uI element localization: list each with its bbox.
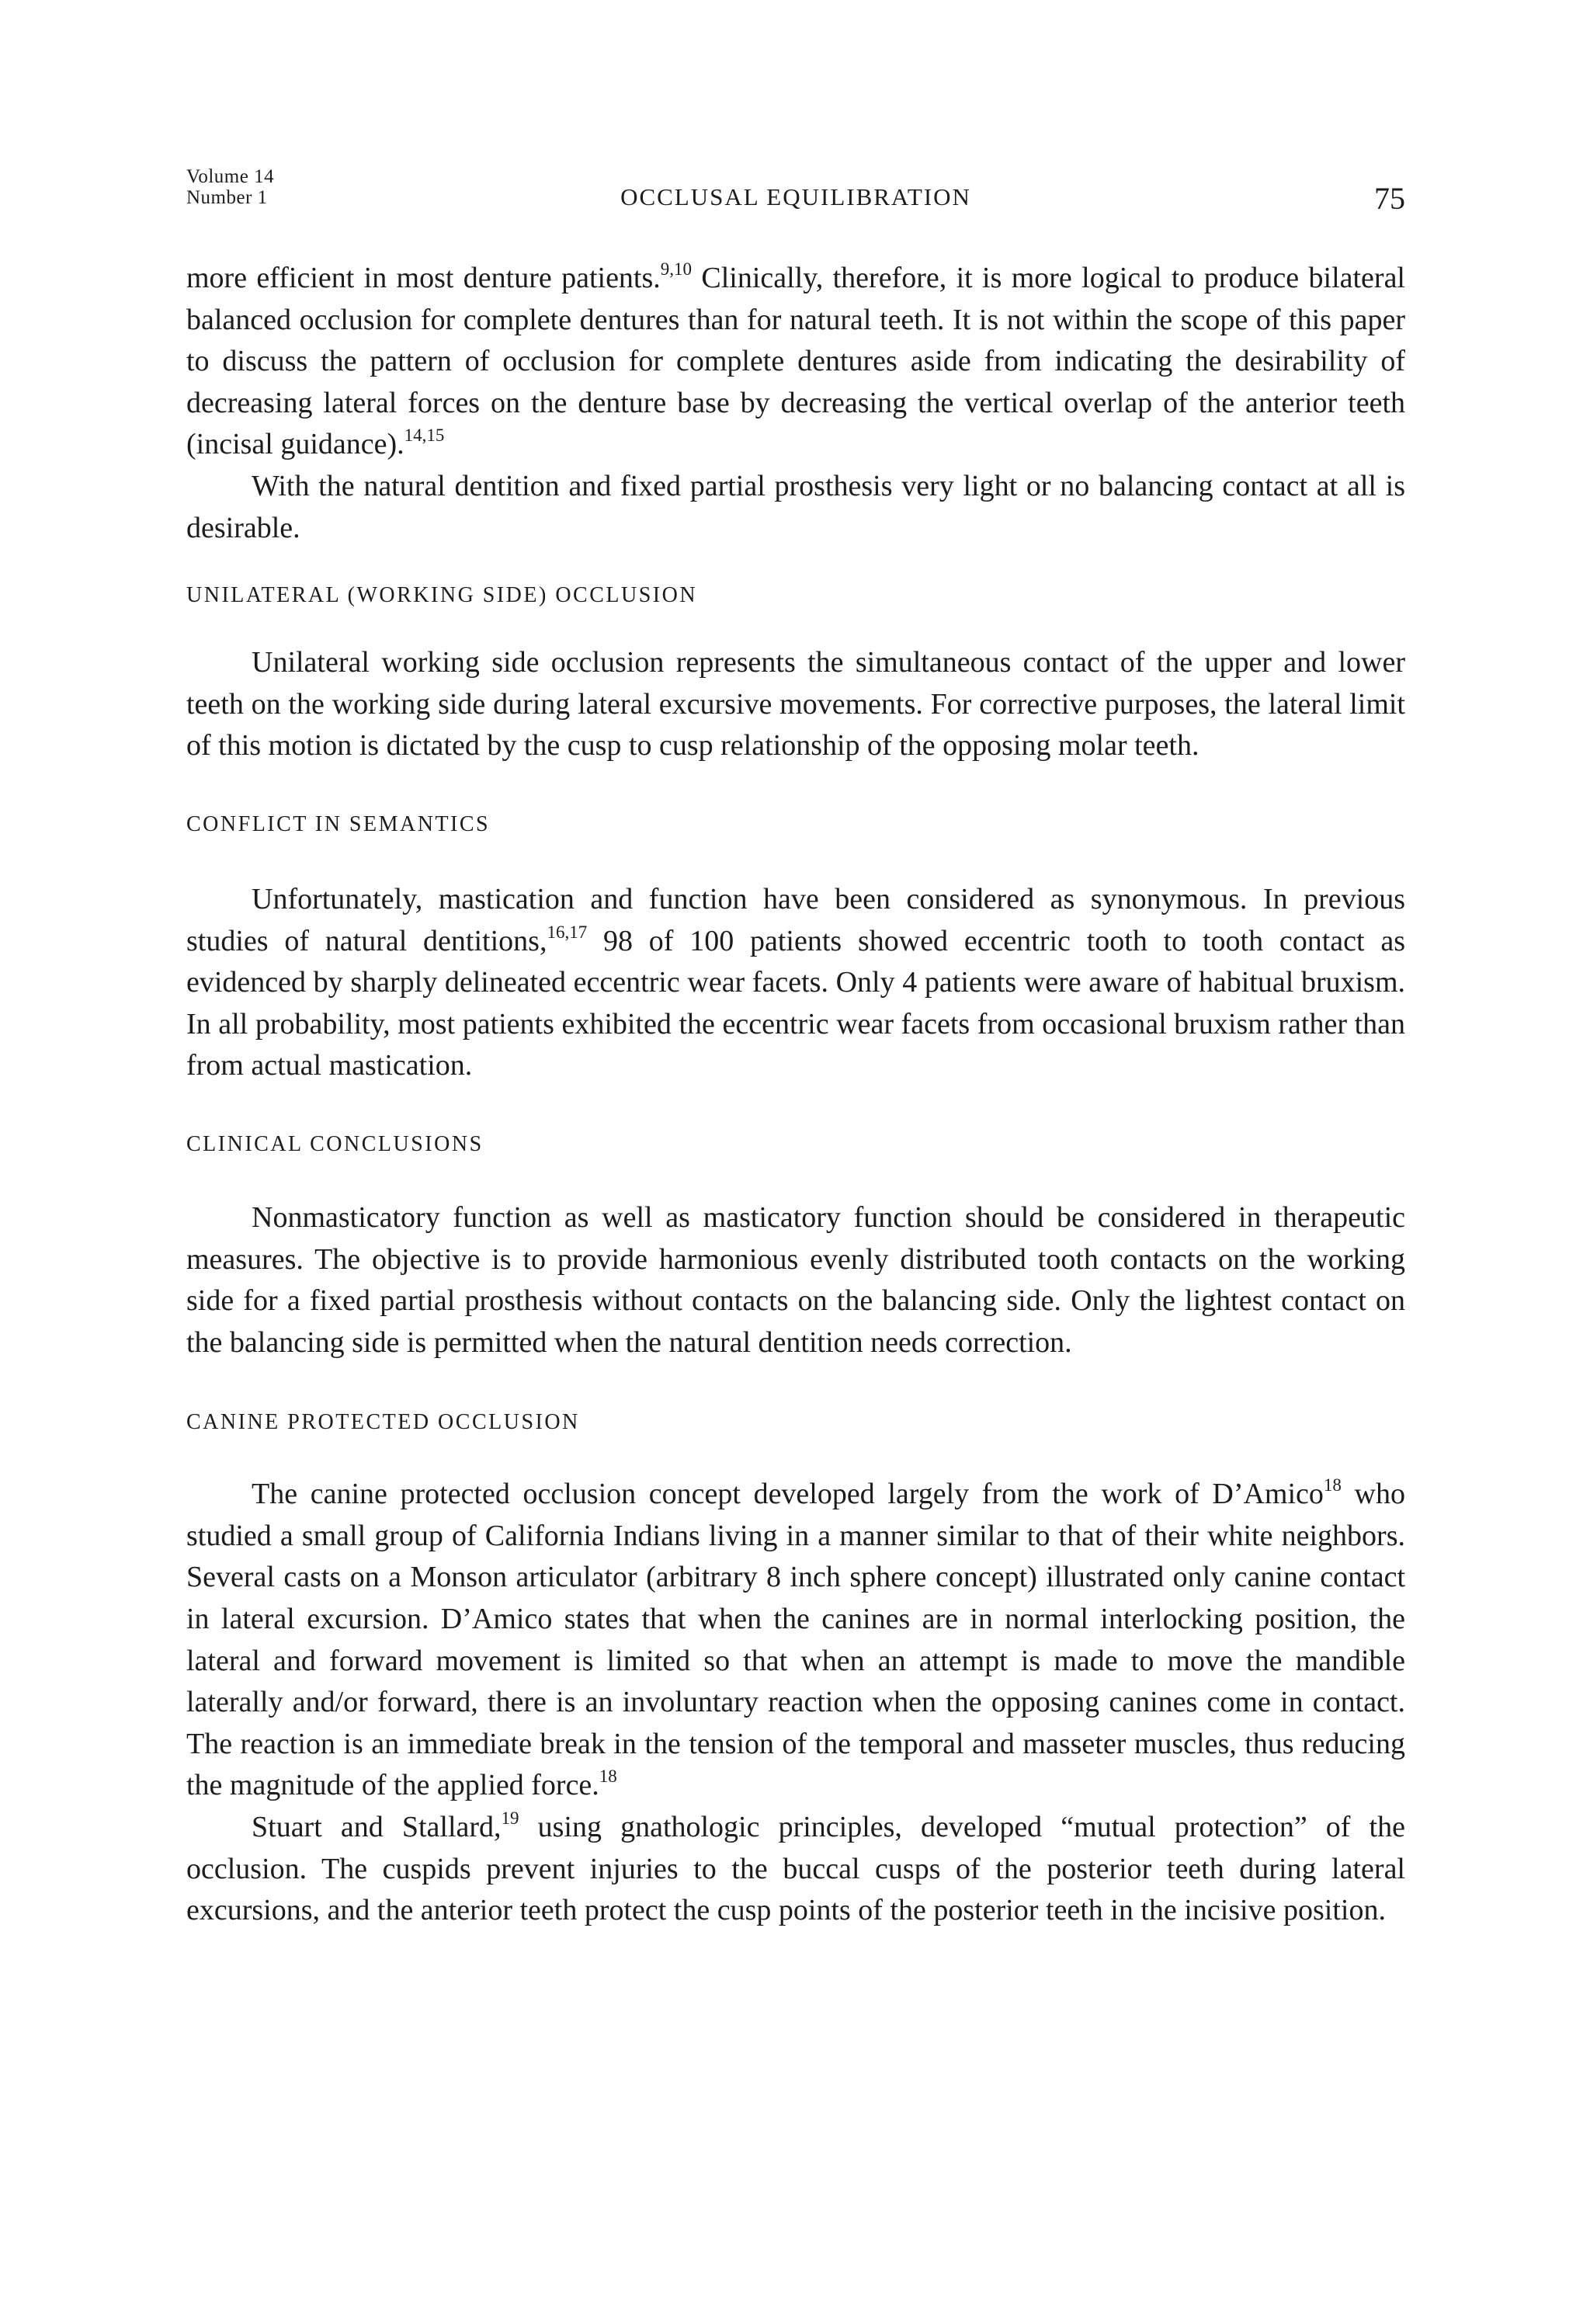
citation-superscript: 18 [1323, 1475, 1342, 1495]
page-number: 75 [1374, 181, 1405, 216]
citation-superscript: 19 [501, 1808, 519, 1829]
paragraph-continued [186, 258, 1405, 466]
section-heading-conflict-in-semantics: CONFLICT IN SEMANTICS [186, 811, 491, 836]
paragraph-text: Stuart and Stallard, [252, 1811, 502, 1844]
paragraph-text: The canine protected occlusion concept developed largely from the work of D’Amico [252, 1478, 1324, 1511]
running-header [186, 166, 1405, 228]
paragraph-text: using gnathologic principles, developed “mutual protection” of the occlusion. The cuspids prevent injuries to the buccal cusps of the posterior teeth during lateral excursions, and the anterior teeth protect the cusp points of the posterior teeth in the incisive position. [186, 1811, 1405, 1927]
paragraph: Nonmasticatory function as well as masticatory function should be considered in therapeutic measures. The objective is to provide harmonious evenly distributed tooth contacts on the working side for a fixed partial prosthesis without contacts on the balancing side. Only the lightest contact on the balancing side is permitted when the natural dentition needs correction. [186, 1200, 1405, 1359]
paragraph [186, 1807, 1405, 1932]
paragraph-text: who studied a small group of California Indians living in a manner similar to that of their white neighbors. Several casts on a Monson articulator (arbitrary 8 inch sphere concept) illustrated only canine contact in lateral excursion. D’Amico states that when the canines are in normal interlocking position, the lateral and forward movement is limited so that when an attempt is made to move the mandible laterally and/or forward, there is an involuntary reaction when the opposing canines come in contact. The reaction is an immediate break in the tension of the temporal and masseter muscles, thus reducing the magnitude of the applied force. [186, 1478, 1405, 1802]
article-body [186, 258, 1405, 1932]
paragraph: With the natural dentition and fixed partial prosthesis very light or no balancing contact at all is desirable. [186, 469, 1405, 544]
citation-superscript: 16,17 [547, 922, 588, 942]
citation-superscript: 9,10 [660, 259, 693, 279]
issue-number-label: Number 1 [186, 187, 268, 208]
running-title: OCCLUSAL EQUILIBRATION [620, 183, 971, 210]
paragraph-text: Clinically, therefore, it is more logical to produce bilateral balanced occlusion for complete dentures than for natural teeth. It is not within the scope of this paper to discuss the pattern of occlusion for complete dentures aside from indicating the desirability of decreasing lateral forces on the denture base by decreasing the vertical overlap of the anterior teeth (incisal guidance). [186, 262, 1405, 461]
paragraph-text: more efficient in most denture patients. [186, 262, 661, 294]
section-heading-clinical-conclusions: CLINICAL CONCLUSIONS [186, 1131, 484, 1156]
paragraph: Unilateral working side occlusion represents the simultaneous contact of the upper and lower teeth on the working side during lateral excursive movements. For corrective purposes, the lateral limit of this motion is dictated by the cusp to cusp relationship of the opposing molar teeth. [186, 646, 1405, 763]
section-heading-unilateral-occlusion: UNILATERAL (WORKING SIDE) OCCLUSION [186, 583, 698, 608]
citation-superscript: 18 [599, 1766, 617, 1787]
section-heading-canine-protected-occlusion: CANINE PROTECTED OCCLUSION [186, 1410, 580, 1435]
paragraph-text: Unfortunately, mastication and function have been considered as synonymous. In previous studies of natural dentitions, [186, 882, 1405, 957]
paragraph-text: 98 of 100 patients showed eccentric tooth to tooth contact as evidenced by sharply delineated eccentric wear facets. Only 4 patients were aware of habitual bruxism. In all probability, most patients exhibited the eccentric wear facets from occasional bruxism rather than from actual mastication. [186, 924, 1405, 1082]
paragraph [186, 879, 1405, 1087]
paragraph [186, 1474, 1405, 1807]
citation-superscript: 14,15 [404, 426, 445, 446]
volume-label: Volume 14 [186, 166, 275, 187]
